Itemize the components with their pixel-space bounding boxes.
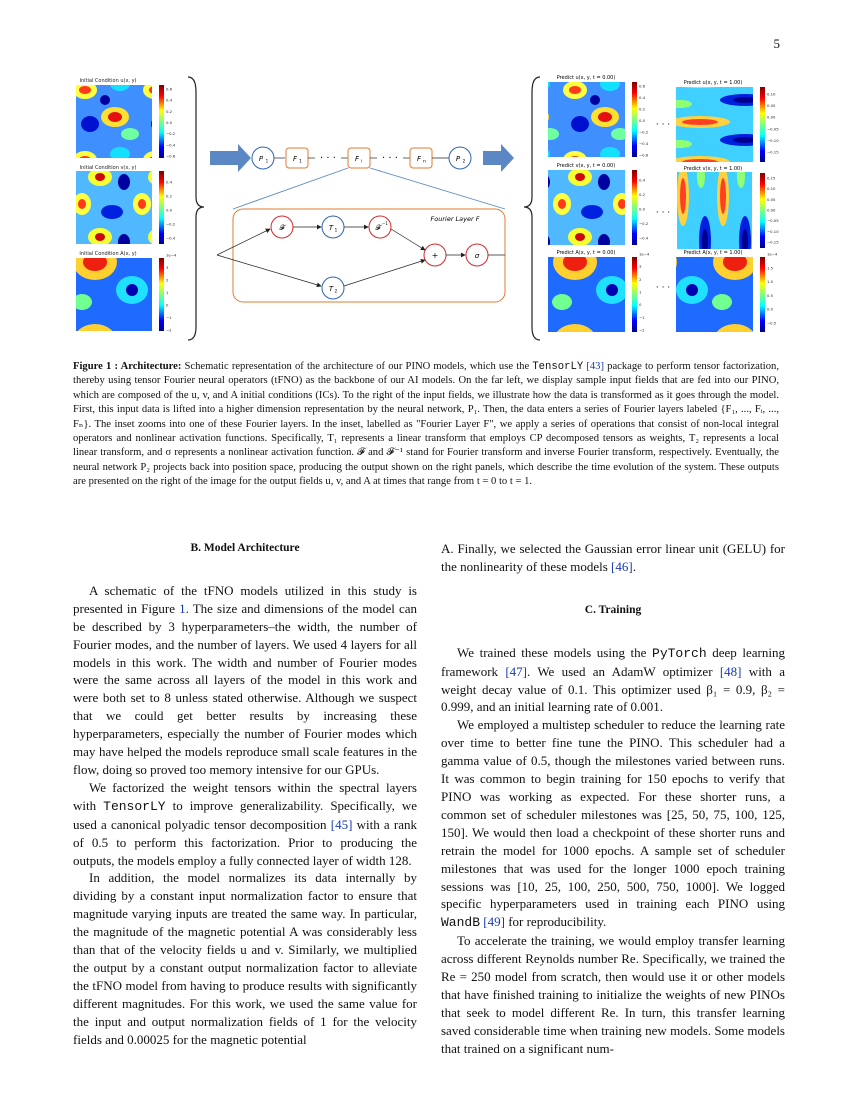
- section-c-paragraph-2: We employed a multistep scheduler to reduce the learning rate over time to better fine tune the PINO. This scheduler had a gamma value of 0.5, though the milestones varied between runs. It was common to begin training for 150 epochs to verify that PINO was working as expected. For these shorter runs, a common set of scheduler milestones was [25, 50, 75, 100, 125, 150]. We would then load a checkpoint of these shorter runs and retrain the model for 1000 epochs. A sample set of scheduler milestones that was used for the longer 1000 epoch training sessions was [10, 25, 100, 250, 500, 750, 1000]. We logged specific hyperparameters used in training each PINO using WandB [49] for reproducibility.: [441, 717, 785, 931]
- colorbar-tick-label: 0.15: [767, 175, 776, 181]
- colorbar-tick-label: −0.6: [166, 153, 176, 159]
- colorbar-tick-label: −0.05: [767, 218, 779, 224]
- left-column: [73, 540, 417, 1048]
- dots-out-1: · · ·: [655, 120, 671, 130]
- colorbar-tick-label: 0.10: [767, 186, 776, 192]
- colorbar-tick-label: 0.05: [767, 103, 776, 109]
- svg-text:2: 2: [462, 159, 466, 165]
- svg-text:F: F: [416, 155, 422, 163]
- svg-text:i: i: [361, 159, 363, 165]
- section-b-heading: B. Model Architecture: [190, 542, 300, 554]
- section-b-paragraph-1: A schematic of the tFNO models utilized in this study is presented in Figure 1. The size and dimensions of the model can be described by 3 hyperparameters–the width, the number of Fourier modes, and the number of layers. We used 4 layers for all models in this work. The width and number of Fourier modes were the same across all layers of the model in this work and were both set to 8 unless stated otherwise. Although we suspect that we could get better results by increasing these hyperparameters, especially the number of Fourier modes which may have helped the models reproduce small scale features in the flow, doing so proved too memory intensive for our GPUs.: [73, 582, 417, 777]
- colorbar-tick-label: −0.4: [639, 141, 649, 146]
- colorbar-tick-label: −0.15: [767, 149, 779, 155]
- svg-text:+: +: [431, 251, 439, 260]
- colorbar-tick-label: −0.2: [639, 221, 649, 226]
- output-title-a1: Predict A(x, y, t = 1.00): [683, 250, 743, 256]
- output-panels: [548, 75, 779, 333]
- colorbar-tick-label: 0.00: [767, 207, 776, 213]
- colorbar-tick-label: 3: [639, 264, 642, 270]
- colorbar-tick-label: 0: [639, 302, 642, 308]
- colorbar-tick-label: 0.0: [767, 306, 774, 312]
- colorbar-tick-label: 0.6: [639, 83, 646, 89]
- section-c-heading: C. Training: [584, 603, 642, 616]
- colorbar-tick-label: 1.5: [767, 265, 774, 271]
- svg-text:1: 1: [265, 159, 269, 165]
- svg-text:2: 2: [334, 289, 338, 295]
- svg-text:1: 1: [299, 159, 302, 165]
- colorbar-tick-label: 0.4: [166, 97, 173, 103]
- colorbar-tick-label: −0.4: [166, 142, 176, 148]
- colorbar-tick-label: 0.0: [639, 206, 646, 212]
- colorbar-tick-label: 1.0: [767, 279, 774, 285]
- svg-text:P: P: [455, 155, 461, 163]
- colorbar-tick-label: 1e−4: [166, 252, 177, 258]
- svg-text:F: F: [354, 155, 360, 163]
- input-colorbar-a: [159, 258, 164, 331]
- output-title-v1: Predict v(x, y, t = 1.00): [683, 166, 743, 172]
- section-b-paragraph-3: In addition, the model normalizes its data internally by dividing by a constant input normalization factor to ensure that magnitude varying inputs are treated the same way. In particular, the magnitude of the magnetic potential A was considerably less than that of the velocity fields u and v. Similarly, we multiplied the output by a constant output normalization factor to alleviate the tFNO model from having to produce results with significantly different magnitudes. For this work, we used the same value for the input and output normalization fields of 1 for the velocity fields and 0.00025 for the magnetic potential: [73, 870, 417, 1047]
- ticks-out-v1: [767, 176, 779, 245]
- input-field-v: [76, 171, 152, 244]
- colorbar-tick-label: −0.05: [767, 126, 779, 132]
- pipeline: [210, 144, 514, 302]
- colorbar-tick-label: 0: [166, 302, 169, 308]
- colorbar-tick-label: −0.10: [767, 137, 779, 143]
- output-title-u1: Predict u(x, y, t = 1.00): [683, 80, 743, 86]
- dots-2: · · ·: [382, 153, 398, 164]
- colorbar-tick-label: −0.2: [166, 221, 176, 227]
- output-field-v0: [548, 170, 625, 245]
- svg-text:σ: σ: [474, 252, 480, 260]
- ref-48[interactable]: [48]: [719, 663, 742, 679]
- colorbar-tick-label: 0.10: [767, 91, 776, 97]
- colorbar-tick-label: 0.0: [639, 118, 646, 123]
- colorbar-tick-label: 0.4: [639, 95, 646, 100]
- output-field-u0: [548, 82, 625, 157]
- page-number: 5: [773, 36, 780, 51]
- ticks-out-v0: [639, 178, 649, 241]
- colorbar-tick-label: 1e−4: [639, 251, 650, 257]
- input-title-v: Initial Condition v(x, y): [79, 165, 137, 171]
- svg-text:P: P: [258, 155, 264, 163]
- ref-47[interactable]: [47]: [505, 663, 527, 679]
- ticks-out-u0: [639, 84, 649, 158]
- svg-text:1: 1: [334, 228, 338, 234]
- input-title-a: Initial Condition A(x, y): [79, 251, 137, 257]
- ref-46[interactable]: [46]: [611, 558, 633, 574]
- tensorly-code: TensorLY: [532, 361, 584, 373]
- output-arrow: [483, 144, 514, 172]
- ref-43[interactable]: [43]: [586, 361, 605, 372]
- colorbar-tick-label: −2: [166, 327, 172, 333]
- section-b-continuation: A. Finally, we selected the Gaussian error linear unit (GELU) for the nonlinearity of these models [46].: [441, 541, 785, 574]
- svg-text:F: F: [292, 155, 298, 163]
- colorbar-tick-label: 0.2: [639, 106, 646, 112]
- colorbar-tick-label: −0.6: [639, 152, 649, 158]
- output-field-v1: [677, 172, 752, 249]
- figure-1-link[interactable]: 1: [179, 600, 186, 616]
- output-field-a1: [676, 257, 753, 332]
- colorbar-tick-label: −0.4: [166, 235, 176, 241]
- colorbar-tick-label: −2: [639, 327, 645, 333]
- ref-45[interactable]: [45]: [330, 816, 353, 832]
- section-b-paragraph-2: We factorized the weight tensors within the spectral layers with TensorLY to improve generalizability. Specifically, we used a canonical polyadic tensor decomposition [45] with a rank of 0.5 to perform this factorization. Prior to producing the outputs, the models employ a fully connected layer of width 128.: [73, 779, 418, 868]
- colorbar-tick-label: 2: [166, 277, 169, 283]
- colorbar-tick-label: 0.4: [166, 179, 173, 185]
- svg-text:n: n: [423, 159, 426, 165]
- colorbar-tick-label: 1: [639, 289, 642, 295]
- ticks-out-a1: [767, 252, 778, 326]
- svg-text:T: T: [328, 224, 334, 232]
- colorbar-tick-label: −0.5: [767, 320, 777, 326]
- input-colorbar-v: [159, 171, 164, 244]
- colorbar-tick-label: 0.6: [166, 86, 173, 92]
- input-colorbar-u: [159, 85, 164, 158]
- colorbar-tick-label: 0.2: [166, 193, 173, 199]
- colorbar-tick-label: −1: [166, 315, 172, 320]
- colorbar-tick-label: 0.0: [166, 120, 173, 125]
- right-column: [441, 540, 785, 1058]
- colorbar-tick-label: 0.2: [166, 108, 173, 114]
- colorbar-tick-label: 0.05: [767, 196, 776, 202]
- output-title-a0: Predict A(x, y, t = 0.00): [556, 250, 616, 256]
- colorbar-tick-label: 1e−4: [767, 251, 778, 257]
- caption-label: Figure 1 : Architecture:: [73, 361, 182, 372]
- colorbar-tick-label: 0.00: [767, 114, 776, 120]
- colorbar-tick-label: −0.2: [639, 129, 649, 135]
- ref-49[interactable]: [49]: [483, 914, 505, 930]
- ticks-in-u: [166, 87, 176, 159]
- section-c-paragraph-3: To accelerate the training, we would employ transfer learning across different Reynolds number Re. Specifically, we trained the Re = 250 model from scratch, then would use it or other models that have finished training to initialize the weights of new PINOs that seek to model different Re. In turn, this transfer learning saved considerable time when training new models. Some models that trained on a significant num-: [441, 933, 785, 1056]
- colorbar-tick-label: −1: [639, 314, 645, 320]
- colorbar-tick-label: 0.5: [767, 292, 774, 298]
- output-title-v0: Predict v(x, y, t = 0.00): [556, 163, 616, 169]
- svg-text:−1: −1: [382, 221, 388, 226]
- left-brace: [188, 77, 204, 340]
- colorbar-tick-label: −0.4: [639, 235, 649, 241]
- colorbar-tick-label: 0.4: [639, 177, 646, 183]
- output-field-u1: [676, 87, 753, 162]
- input-panels: [76, 77, 204, 340]
- ticks-in-a: [166, 253, 177, 333]
- svg-text:𝓕: 𝓕: [375, 224, 381, 232]
- output-field-a0: [548, 257, 625, 332]
- colorbar-tick-label: 2: [639, 276, 642, 282]
- right-brace: [524, 77, 540, 340]
- svg-text:T: T: [328, 285, 334, 293]
- inset-label: Fourier Layer F: [430, 215, 480, 223]
- colorbar-tick-label: −0.2: [166, 131, 176, 137]
- input-field-u: [76, 85, 152, 158]
- figure-caption: Figure 1 : Architecture: Schematic representation of the architecture of our PINO models, which use the TensorLY [43] package to perform tensor factorization, thereby using tensor Fourier neural operators (tFNO) as the backbone of our AI models. On the far left, we display sample input fields that are fed into our PINO, which are composed of the u, v, and A initial conditions (ICs). To the right of the input fields, we illustrate how the data is transformed as it goes through the model. First, this input data is lifted into a higher dimension representation by the neural network, P₁. Then, the data enters a series of Fourier layers labeled {F₁, ..., Fᵢ, ..., Fₙ}. The inset zooms into one of these Fourier layers. In the inset, labelled as "Fourier Layer F", we apply a series of operations that consist of non-local integral operators and nonlinear activation functions. Specifically, T₁ represents a linear transform that employs CP decomposed tensors as weights, T₂ represents a local linear transform, and σ represents a nonlinear activation function. 𝓕 and 𝓕⁻¹ stand for Fourier transform and inverse Fourier transform, respectively. Eventually, the neural network P₂ projects back into position space, producing the output shown on the right panels, which describe the time evolution of the system. These outputs are presented on the right of the image for the output fields u, v, and A at times that range from t = 0 to t = 1.: [73, 361, 779, 488]
- colorbar-tick-label: 0.0: [166, 207, 173, 213]
- colorbar-tick-label: −0.10: [767, 228, 779, 234]
- input-arrow: [210, 144, 251, 172]
- architecture-figure: [70, 72, 780, 357]
- colorbar-tick-label: 1: [166, 290, 169, 295]
- output-title-u0: Predict u(x, y, t = 0.00): [556, 75, 616, 81]
- ticks-out-a0: [639, 252, 650, 333]
- dots-1: · · ·: [320, 153, 336, 164]
- input-title-u: Initial Condition u(x, y): [79, 78, 137, 84]
- colorbar-tick-label: 0.2: [639, 192, 646, 197]
- ticks-in-v: [166, 180, 176, 241]
- section-c-paragraph-1: We trained these models using the PyTorch deep learning framework [47]. We used an AdamW optimizer [48] with a weight decay value of 0.1. This optimizer used β₁ = 0.9, β₂ = 0.999, and an initial learning rate of 0.001.: [441, 644, 785, 715]
- dots-out-3: · · ·: [655, 283, 671, 293]
- svg-text:𝓕: 𝓕: [279, 224, 285, 232]
- input-field-a: [76, 258, 152, 331]
- dots-out-2: · · ·: [655, 208, 671, 218]
- colorbar-tick-label: 3: [166, 265, 169, 270]
- colorbar-tick-label: −0.15: [767, 239, 779, 245]
- ticks-out-u1: [767, 92, 779, 155]
